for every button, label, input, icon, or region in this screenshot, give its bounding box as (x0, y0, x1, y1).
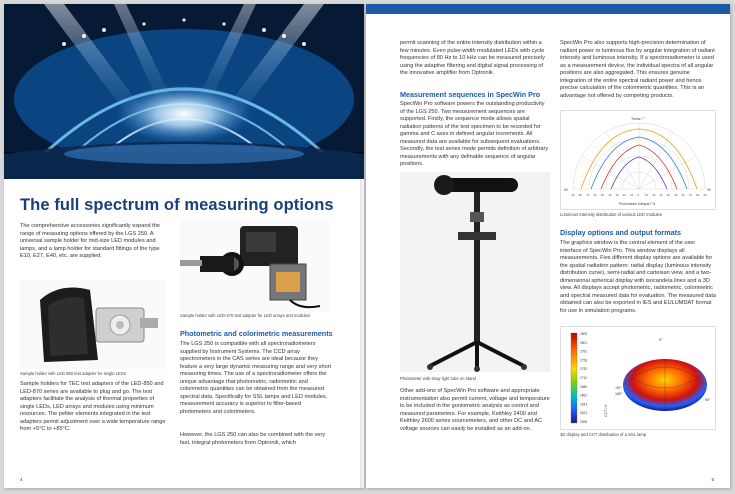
polar-caption: Luminous Intensity distribution of various LED modules (560, 212, 662, 217)
colorbar-value: 2598 (580, 420, 588, 424)
caption-led470: Sample holder with LED-470 test adapter for LED arrays and modules (180, 313, 310, 318)
polar-tick-label: 10 (630, 193, 634, 197)
photometric-heading: Photometric and colorimetric measurements (180, 329, 333, 338)
colorbar-value: 2662 (580, 393, 588, 398)
photometer-stand-graphic (400, 172, 550, 372)
display-heading: Display options and output formats (560, 228, 681, 237)
page-number-left: 4 (20, 477, 23, 482)
colorbar-labels (580, 332, 587, 424)
polar-tick-label: 50 (600, 193, 604, 197)
colorbar-value: 2809 (580, 332, 588, 336)
top-accent-bar (366, 4, 730, 14)
cct-3d-svg (561, 327, 717, 431)
polar-tick-labels (572, 193, 708, 197)
colorbar-value: 2733 (580, 367, 588, 372)
polar-intensity-chart (560, 110, 716, 210)
page-number-right: 5 (711, 477, 714, 482)
polar-tick-label: 10 (644, 193, 648, 197)
col1-top-paragraph: permit scanning of the entire intensity distribution within a few minutes. Even pulse-width modulated LEDs with cycle frequencies of 80 Hz to 10 kHz can be measured precisely using the adaptive filtering and digital signal processing of the innovative amplifier from Optronik. (400, 40, 545, 76)
colorbar-value: 2781 (580, 349, 588, 354)
polar-tick-label: 20 (652, 193, 656, 197)
plot3d-label-3: 90° (705, 398, 711, 402)
sample-holder-led470-graphic (180, 220, 330, 312)
polar-tick-label: 70 (688, 193, 692, 197)
cct-3d-chart (560, 326, 716, 430)
page-title: The full spectrum of measuring options (20, 196, 334, 214)
colorbar-value: 2686 (580, 384, 588, 389)
polar-tick-label: 50 (674, 193, 678, 197)
plot3d-label-2: 180° (615, 392, 623, 396)
stage-lights-graphic (4, 4, 364, 179)
col2-top-paragraph: SpecWin Pro also supports high-precision determination of radiant power or luminous flux by angular integration of radiant intensity and luminous intensity. If a spectroradiometer is used as a measurement device, the individual spectra of all angular positions are also aggregated. This ensures genuine integration of the entire spectral radiant power and hence precise calculation of the colorimetric quantities. This is an advantage not offered by competing products. (560, 40, 715, 99)
plot3d-label-0: 0° (659, 338, 663, 342)
polar-tick-label: 90 (571, 193, 575, 197)
caption-stand: Photometer with stray light tube on stand (400, 376, 476, 381)
colorbar-value: 2710 (580, 376, 588, 380)
sample-holder-led470-photo (180, 220, 330, 312)
polar-top-label: Theta / ° (631, 117, 645, 121)
polar-tick-label: 30 (659, 193, 663, 197)
sample-holders-paragraph: Sample holders for TEC test adapters of the LED-850 and LED-870 series are available to plug and go. The test adapters facilitate the analysis of thermal properties of single LEDs, LED arrays and modules using minimum resources. The peltier elements integrated in the test adapters permit adjustment over a wide temperature range from +5°C to +85°C. (20, 381, 166, 432)
polar-tick-label: 60 (593, 193, 597, 197)
other-addons-paragraph: Other add-ons of SpecWin Pro software and appropriate instrumentation also permit current, voltage and temperature to be included in the goniometric analysis as control and measured parameters. For example, Keithley 2400 and Keithley 2600 series sourcemeters, and other DC and AC voltage sources can easily be installed as an add-on. (400, 388, 550, 432)
sequences-paragraph: SpecWin Pro software powers the outstanding productivity of the LGS 250. Two measurement sequences are supported. Firstly, the sequence mode allows spatial radiation patterns of the test specimen to be recorded for gamma and C axes in defined angular increments. All measured data are available for subsequent evaluations. Secondly, the test series mode permits definition of arbitrary measurements with any definable sequence of angular positions. (400, 101, 549, 167)
polar-tick-label: 30 (615, 193, 619, 197)
photometric-paragraph: The LGS 250 is compatible with all spectroradiometers supplied by Instrument Systems. The CCD array spectrometers in the CAS series are ideal because they feature a very large dynamic measuring range and very short measuring times. The use of a spectroradiometer offers the unique advantage that photometric, radiometric and colorimetric quantities can be obtained from the measured spectral data. Specifically for SSL lamps and LED modules, measurement accuracy is superior to filter-based photometers and colorimeters. (180, 341, 332, 415)
sample-holder-led850-graphic (20, 280, 166, 369)
caption-led850: Sample holder with LED 850 test adapter for single LEDs (20, 371, 126, 376)
polar-left-label: -90 (563, 188, 568, 192)
plot3d-caption: 3D display and CCT distribution of a SSL lamp (560, 432, 647, 437)
colorbar-value: 2623 (580, 411, 588, 416)
polar-tick-label: 90 (703, 193, 707, 197)
display-paragraph: The graphics window is the central element of the user interface of SpecWin Pro. This window displays all measurements. Five different display options are available for the spatial radiation pattern: radial display (luminous intensity distribution curve), semi-radial and cartesian view, and a two-dimensional spherical display with isocandela lines and a 3D view. All displays accept photometric, radiometric, colorimetric and spectral measured data for evaluation. The measured data obtained can also be exported in IES and EULUMDAT format for use in simulation programs. (560, 240, 716, 314)
plot3d-label-1: -90° (615, 386, 622, 390)
polar-right-label: 90 (707, 188, 711, 192)
polar-tick-label: 60 (681, 193, 685, 197)
sample-holder-led850-photo (20, 280, 166, 369)
polar-tick-label: 40 (608, 193, 612, 197)
polar-tick-label: 20 (622, 193, 626, 197)
intro-paragraph: The comprehensive accessories significantly expand the range of measuring options offered by the LGS 250. A universal sample holder for mid-size LED modules and lamps, and a lamp holder for standard fittings of the type E10, E27, E40, etc. are supplied. (20, 223, 160, 259)
left-page (4, 4, 364, 488)
polar-tick-label: 70 (586, 193, 590, 197)
concert-stage-photo (4, 4, 364, 179)
polar-tick-label: 0 (637, 193, 640, 197)
colorbar-value: 2758 (580, 358, 588, 363)
sequences-heading: Measurement sequences in SpecWin Pro (400, 90, 541, 99)
colorbar-value: 2643 (580, 402, 588, 407)
photometer-stand-photo (400, 172, 550, 372)
right-page (366, 4, 730, 488)
polar-bottom-label: Photometric Integral / % (619, 202, 656, 206)
polar-tick-label: 40 (666, 193, 670, 197)
polar-chart-svg (561, 111, 717, 211)
polar-tick-label: 80 (578, 193, 582, 197)
colorbar-value: 2801 (580, 340, 588, 345)
polar-tick-label: 80 (696, 193, 700, 197)
photometric-paragraph-2: However, the LGS 250 can also be combined with the very fast, integral photometers from Optronik, which (180, 432, 326, 446)
colorbar-label: CCT / K (604, 404, 608, 417)
